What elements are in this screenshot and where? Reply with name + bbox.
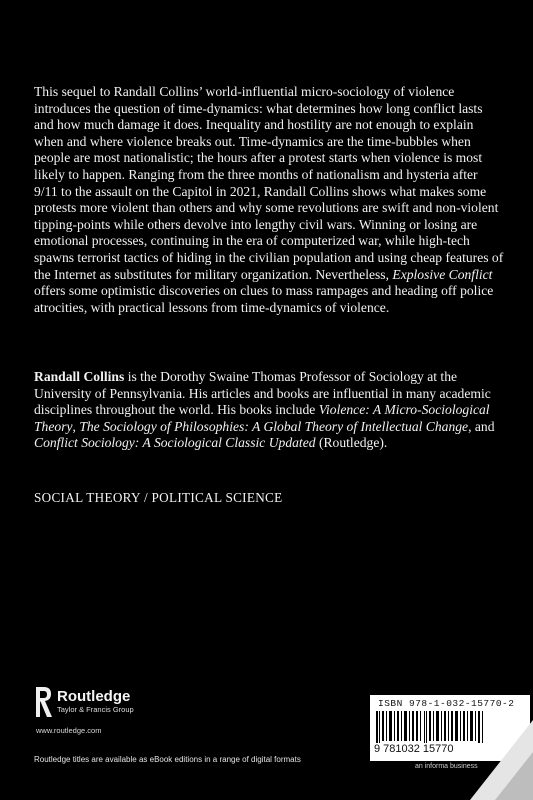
author-book-2: The Sociology of Philosophies: A Global Theory of Intellectual Change: [79, 418, 469, 434]
author-bio-text: is the Dorothy Swaine Thomas Professor of Sociology at the University of Pennsylvania. His articles and books are influential in many academic disciplines throughout the world. His books include: [34, 369, 491, 418]
ebook-note: Routledge titles are available as eBook editions in a range of digital formats: [34, 755, 301, 764]
author-bio-end: (Routledge).: [318, 435, 388, 451]
publisher-url[interactable]: www.routledge.com: [36, 726, 102, 735]
back-cover-blurb: [34, 84, 504, 316]
routledge-r-icon: [34, 685, 53, 719]
page-corner-fold-shadow: [495, 752, 533, 800]
blurb-text-1: This sequel to Randall Collins’ world-influential micro-sociology of violence introduces the question of time-dynamics: what determines how long conflict lasts and how much damage it does. Inequality and hostility are not enough to explain when and where violence breaks out. Time-dynamics are the time-bubbles when people are most nationalistic; the hours after a protest starts when violence is most likely to happen. Ranging from the three months of nationalism and hysteria after 9/11 to the assault on the Capitol in 2021, Randall Collins shows what makes some protests more violent than others and why some revolutions are swift and non-violent tipping-points while others devolve into lengthy civil wars. Winning or losing are emotional processes, continuing in the era of computerized war, while high-tech spawns terrorist tactics of hiding in the civilian population and using cheap features of the Internet as substitutes for military organization. Nevertheless,: [34, 84, 504, 282]
subject-category: SOCIAL THEORY / POLITICAL SCIENCE: [34, 490, 283, 505]
imprint-text: an informa business: [415, 763, 478, 770]
author-sep-1: ,: [72, 418, 76, 434]
barcode-digits: 9 781032 15770: [370, 743, 533, 755]
author-bio: [34, 369, 504, 452]
isbn-label: ISBN 978-1-032-15770-2: [378, 698, 515, 709]
author-book-3: Conflict Sociology: A Sociological Classic Updated: [34, 435, 316, 451]
publisher-name: Routledge: [57, 688, 131, 705]
publisher-logo-text: [57, 689, 134, 715]
blurb-text-2: offers some optimistic discoveries on clues to mass rampages and heading off police atrocities, with practical lessons from time-dynamics of violence.: [34, 283, 494, 315]
publisher-logo: [34, 685, 134, 719]
author-book-1: Violence: A Micro-Sociological Theory: [34, 402, 490, 434]
blurb-book-title: Explosive Conflict: [392, 266, 493, 282]
author-name: Randall Collins: [34, 369, 125, 384]
publisher-subtitle: Taylor & Francis Group: [57, 705, 134, 714]
author-sep-2: , and: [468, 418, 495, 434]
